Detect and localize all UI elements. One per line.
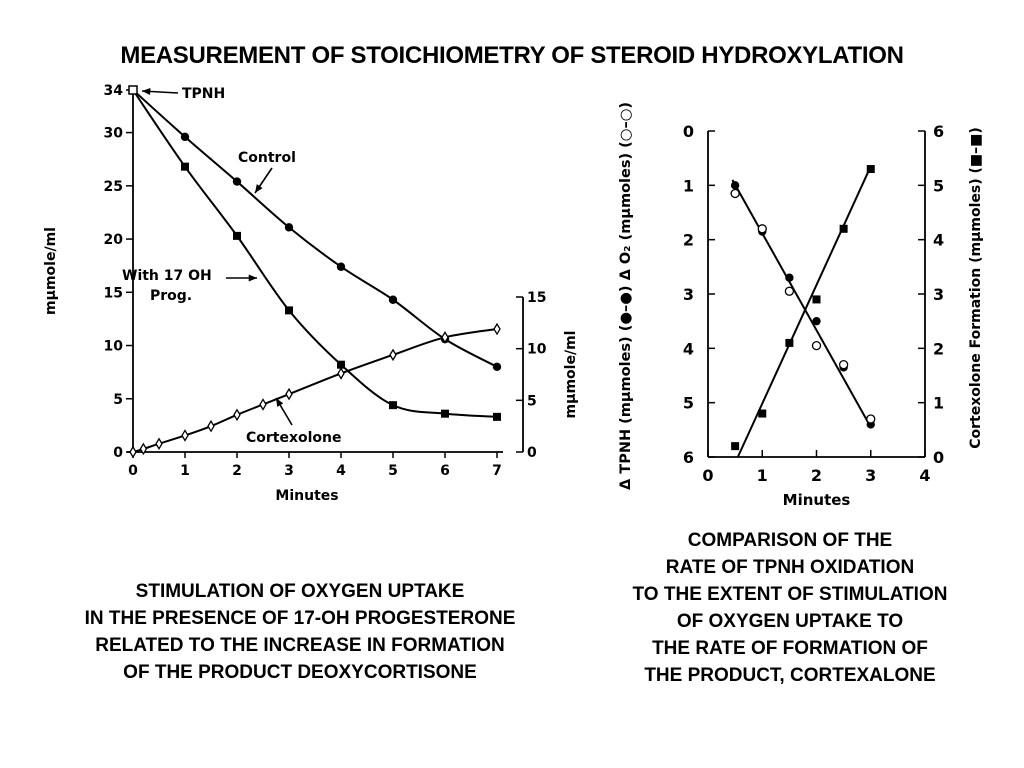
y2-tick-label: 5 — [933, 176, 945, 196]
y2-tick-label: 1 — [933, 393, 945, 413]
right-caption-line: THE RATE OF FORMATION OF — [652, 638, 928, 659]
x-tick-label: 1 — [756, 466, 768, 485]
tpnh-label: TPNH — [182, 86, 226, 102]
right-caption-line: TO THE EXTENT OF STIMULATION — [632, 584, 948, 605]
left-caption-line: OF THE PRODUCT DEOXYCORTISONE — [123, 662, 477, 683]
y-tick-label: 0 — [682, 122, 694, 141]
y-tick-label: 10 — [103, 338, 123, 355]
right-caption-line: RATE OF TPNH OXIDATION — [665, 557, 915, 578]
y-tick-label: 25 — [103, 178, 123, 195]
x-tick-label: 4 — [919, 466, 931, 485]
x-tick-label: 2 — [232, 463, 242, 479]
y-tick-label: 1 — [682, 176, 694, 196]
y-tick-label: 5 — [682, 393, 694, 413]
y-axis-label: Δ TPNH (mμmoles) (●–●) Δ O₂ (mμmoles) (○–○) — [618, 102, 634, 490]
right-caption-line: COMPARISON OF THE — [687, 530, 893, 551]
y2-tick-label: 4 — [933, 230, 945, 250]
control-label: Control — [238, 150, 296, 166]
y2-tick-label: 2 — [933, 339, 945, 359]
slide-title: MEASUREMENT OF STOICHIOMETRY OF STEROID HYDROXYLATION — [120, 42, 904, 69]
y-tick-label: 3 — [682, 285, 694, 304]
x-tick-label: 3 — [865, 466, 877, 485]
y-tick-label: 20 — [103, 232, 123, 249]
data-point — [785, 274, 793, 282]
data-point — [731, 442, 739, 450]
right-caption-line: OF OXYGEN UPTAKE TO — [676, 611, 904, 632]
with17-label-line2: Prog. — [150, 288, 193, 304]
y-tick-label: 6 — [682, 448, 694, 467]
y2-tick-label: 5 — [527, 393, 537, 410]
with17-label: With 17 OH — [122, 268, 212, 284]
fit-line-3 — [738, 166, 871, 457]
y-tick-label: 5 — [113, 391, 123, 408]
x-tick-label: 1 — [180, 463, 190, 479]
data-point — [813, 295, 821, 303]
data-point — [731, 181, 739, 189]
y2-axis-label: mμmole/ml — [563, 330, 579, 419]
x-tick-label: 0 — [128, 463, 138, 479]
x-tick-label: 2 — [810, 466, 823, 485]
y-tick-label: 30 — [103, 125, 123, 142]
left-caption — [20, 578, 580, 686]
left-caption-line: IN THE PRESENCE OF 17-OH PROGESTERONE — [84, 608, 516, 629]
y-tick-label: 2 — [682, 230, 694, 250]
data-point — [758, 410, 766, 418]
x-axis-label: Minutes — [275, 488, 339, 504]
x-tick-label: 4 — [336, 463, 346, 479]
y2-tick-label: 0 — [933, 448, 945, 467]
y2-tick-label: 6 — [933, 122, 945, 141]
right-caption — [580, 527, 1000, 689]
y2-tick-label: 15 — [527, 290, 547, 306]
y2-tick-label: 3 — [933, 285, 945, 304]
data-point — [785, 339, 793, 347]
y-tick-label: 4 — [682, 339, 694, 359]
fit-line-1 — [732, 180, 870, 427]
data-point — [812, 317, 820, 325]
data-point — [867, 165, 875, 173]
x-tick-label: 5 — [388, 463, 398, 479]
x-tick-label: 0 — [702, 466, 714, 485]
x-tick-label: 3 — [284, 463, 294, 479]
data-point — [840, 225, 848, 233]
left-caption-line: STIMULATION OF OXYGEN UPTAKE — [135, 581, 465, 602]
data-point — [867, 415, 875, 423]
right-caption-line: THE PRODUCT, CORTEXALONE — [644, 665, 936, 686]
data-point — [785, 287, 793, 295]
left-caption-line: RELATED TO THE INCREASE IN FORMATION — [95, 635, 505, 656]
x-axis-label: Minutes — [782, 491, 851, 509]
cortexolone-label: Cortexolone — [246, 430, 342, 446]
x-tick-label: 7 — [492, 463, 502, 479]
y2-tick-label: 0 — [527, 445, 537, 461]
y-tick-label: 0 — [113, 445, 123, 461]
data-point — [840, 361, 848, 369]
y2-tick-label: 10 — [527, 341, 547, 358]
y-tick-label: 34 — [103, 83, 123, 99]
y-tick-label: 15 — [103, 285, 123, 302]
data-point — [731, 189, 739, 197]
y2-axis-label: Cortexolone Formation (mμmoles) (■–■) — [968, 127, 984, 449]
x-tick-label: 6 — [440, 463, 450, 479]
data-point — [813, 342, 821, 350]
y-axis-label: mμmole/ml — [43, 227, 59, 315]
data-point — [758, 225, 766, 233]
